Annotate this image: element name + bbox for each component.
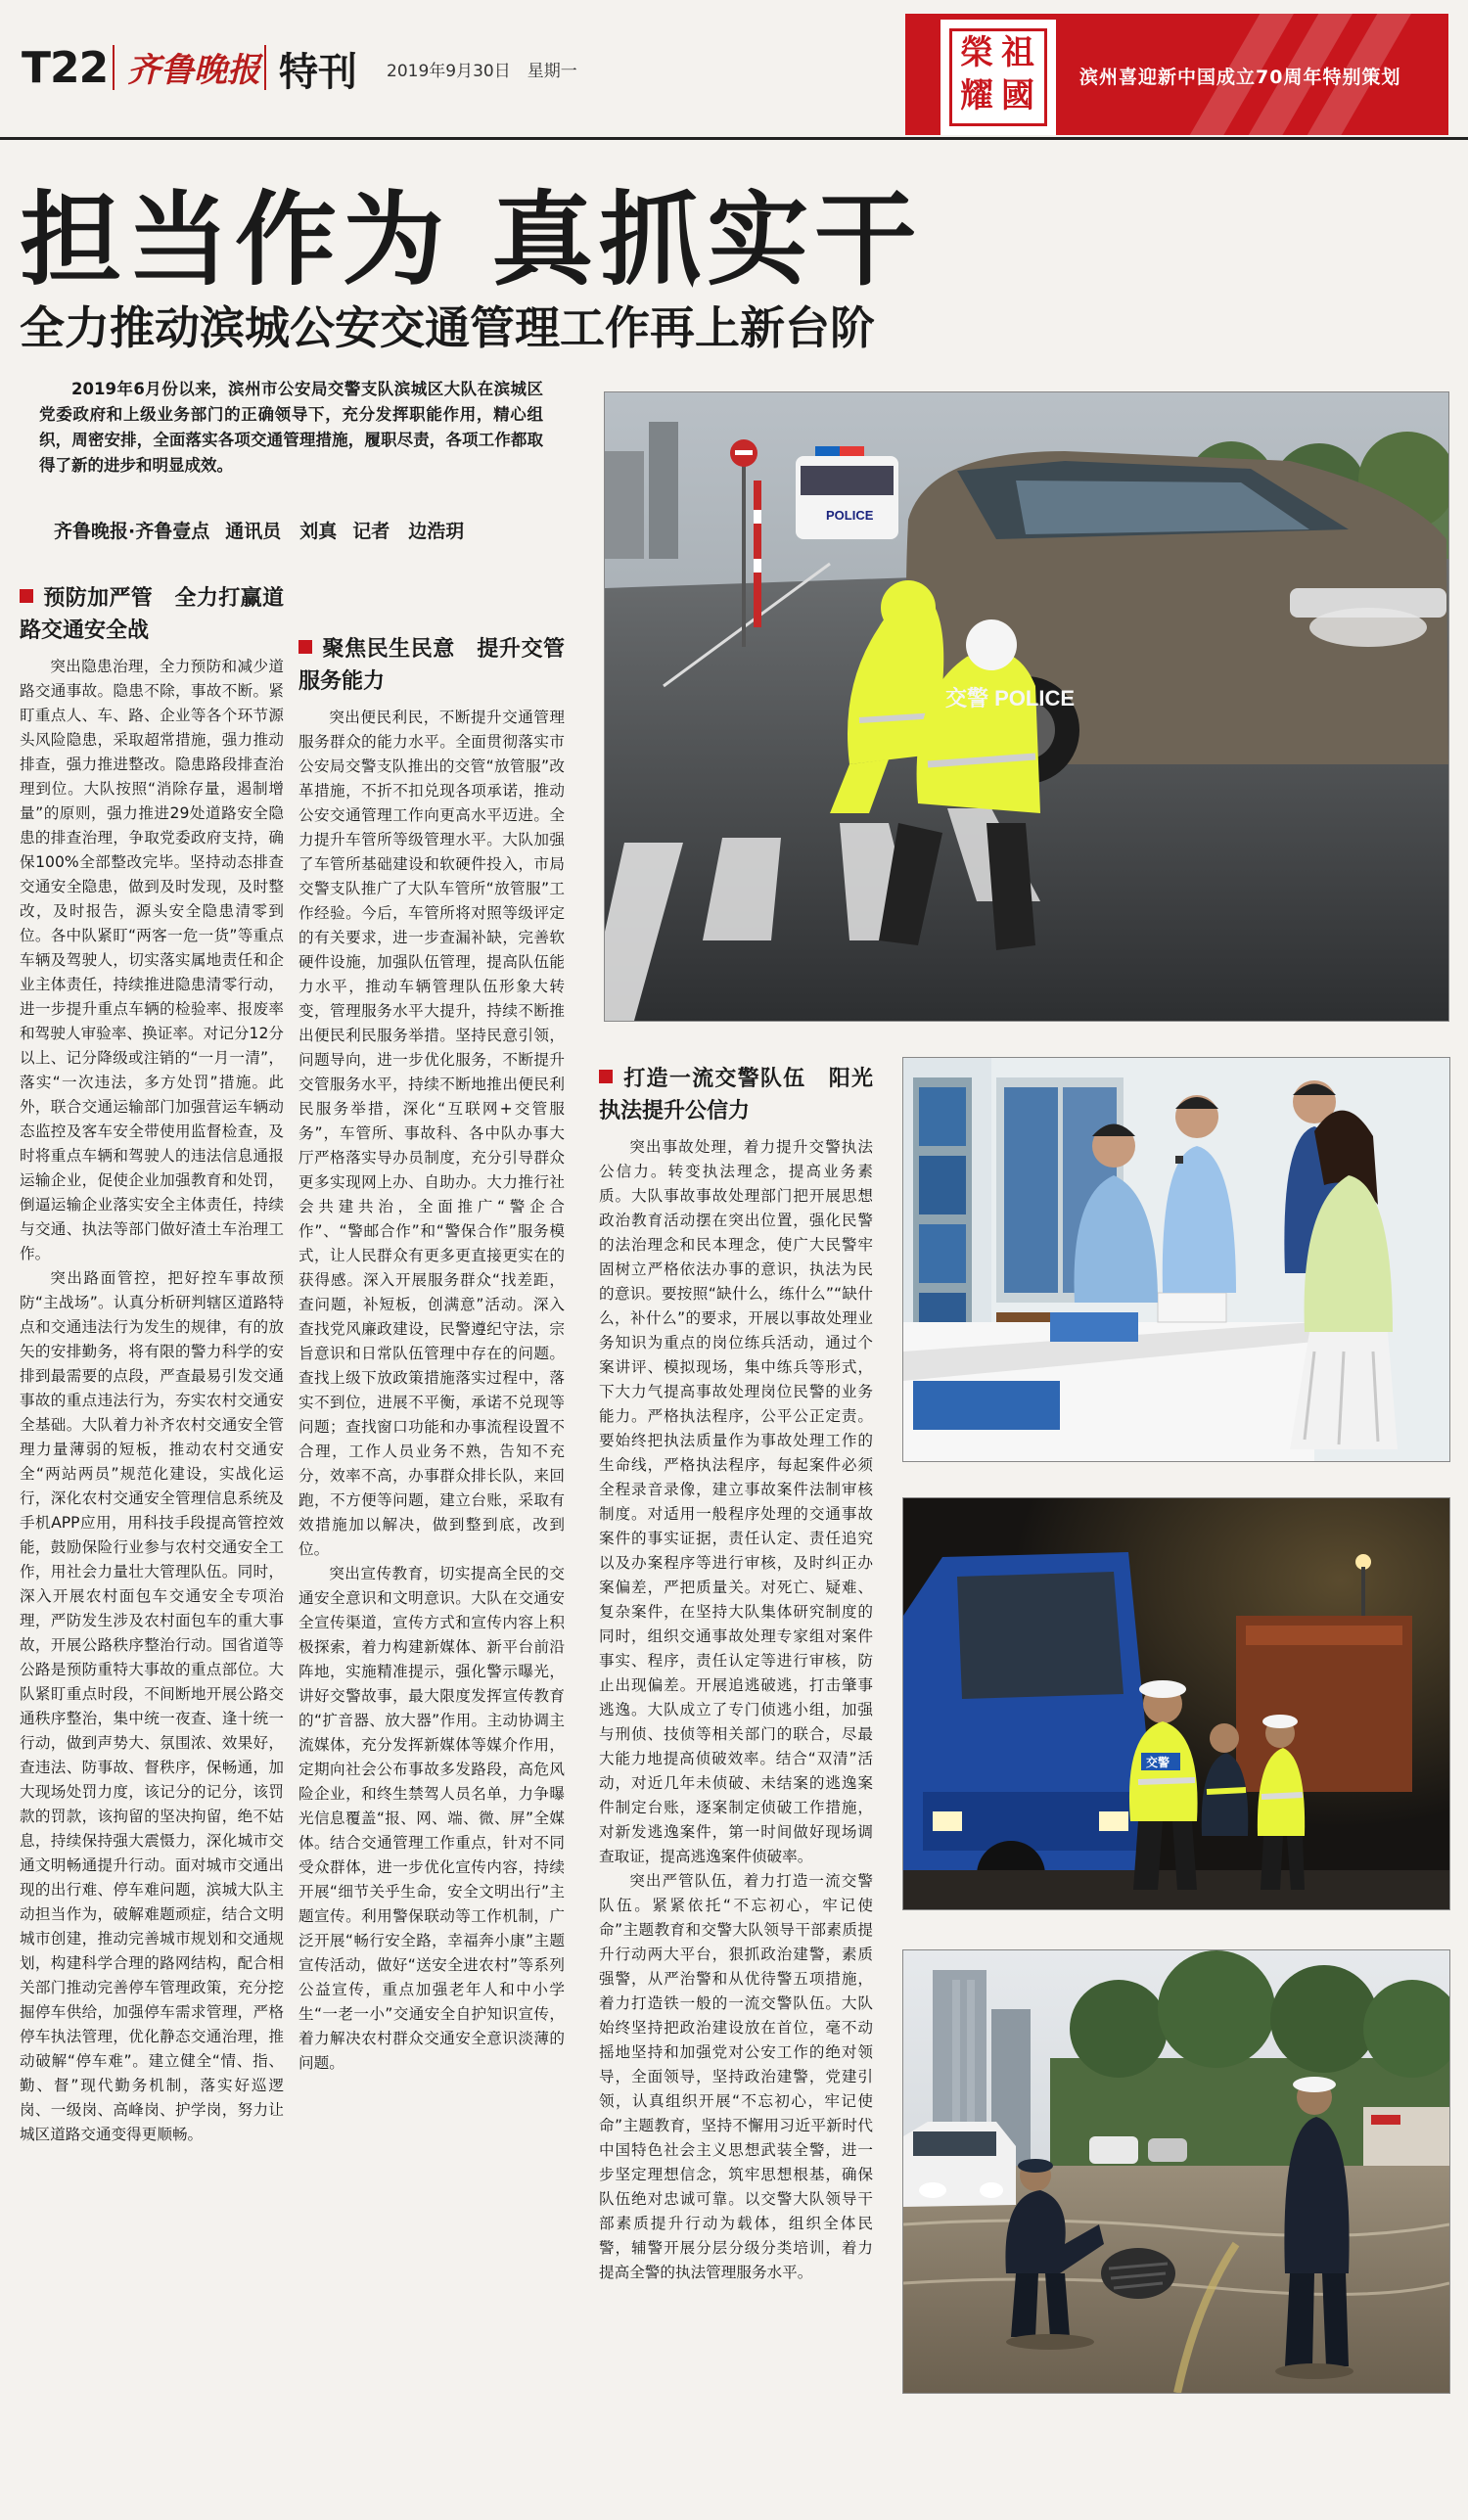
article-column-1	[20, 582, 284, 2500]
divider	[113, 45, 115, 90]
vest-label: 交警 POLICE	[945, 686, 1076, 710]
section-heading: 预防加严管 全力打赢道路交通安全战	[20, 586, 284, 643]
masthead	[0, 0, 1468, 147]
special-edition-banner	[905, 14, 1448, 135]
headline: 担当作为 真抓实干	[20, 180, 923, 299]
section-heading: 打造一流交警队伍 阳光执法提升公信力	[599, 1067, 873, 1123]
photo-flooded-street-officers	[902, 1949, 1450, 2394]
square-bullet-icon	[298, 640, 312, 654]
issue-date: 2019年9月30日 星期一	[387, 62, 577, 81]
section-heading: 聚焦民生民意 提升交管服务能力	[298, 637, 565, 694]
subheadline: 全力推动滨城公安交通管理工作再上新台阶	[20, 301, 875, 354]
paragraph: 突出隐患治理，全力预防和减少道路交通事故。隐患不除，事故不断。紧盯重点人、车、路、企业等各个环节源头风险隐患，采取超常措施，强力推动排查，强力推进整改。隐患路段排查治理到位。大队按照“消除存量，遏制增量”的原则，强力推进29处道路安全隐患的排查治理，争取党委政府支持，确保100%全部整改完毕。坚持动态排查交通安全隐患，做到及时发现，及时整改，及时报告，源头安全隐患清零到位。各中队紧盯“两客一危一货”等重点车辆及驾驶人，切实落实属地责任和企业主体责任，持续推进隐患清零行动，进一步提升重点车辆的检验率、报废率和驾驶人审验率、换证率。对记分12分以上、记分降级或注销的“一月一清”，落实“一次违法，多方处罚”措施。此外，联合交通运输部门加强营运车辆动态监控及客车安全带使用监督检查，及时将重点车辆和驾驶人的违法信息通报运输企业，促使企业加强教育和处罚，倒逼运输企业落实安全主体责任，持续与交通、执法等部门做好渣土车治理工作。	[20, 658, 284, 1262]
paragraph: 突出事故处理，着力提升交警执法公信力。转变执法理念，提高业务素质。大队事故事故处理部门把开展思想政治教育活动摆在突出位置，强化民警的法治理念和民本理念，使广大民警牢固树立严格依法办事的意识，执法为民的意识。要按照“缺什么，练什么”“缺什么，补什么”的要求，开展以事故处理业务知识为重点的岗位练兵活动，通过个案讲评、模拟现场，集中练兵等形式，下大力气提高事故处理岗位民警的业务能力。严格执法程序，公平公正定责。要始终把执法质量作为事故处理工作的生命线，严格执法程序，每起案件必须全程录音录像，建立事故案件法制审核制度。对适用一般程序处理的交通事故案件的事实证据，责任认定、责任追究以及办案程序等进行审核，及时纠正办案偏差，严把质量关。对死亡、疑难、复杂案件，在坚持大队集体研究制度的同时，组织交通事故处理专家组对案件事实、程序，责任认定等进行审核，防止出现偏差。开展追逃破逃，打击肇事逃逸。大队成立了专门侦逃小组，加强与刑侦、技侦等相关部门的联合，尽最大能力地提高侦破效率。结合“双清”活动，对近几年未侦破、未结案的逃逸案件制定台账，逐案制定侦破工作措施，对新发逃逸案件，第一时间做好现场调查取证，提高逃逸案件侦破率。	[599, 1138, 873, 1865]
article-column-2	[298, 582, 565, 2500]
square-bullet-icon	[599, 1070, 613, 1083]
paragraph: 突出严管队伍，着力打造一流交警队伍。紧紧依托“不忘初心，牢记使命”主题教育和交警大队领导干部素质提升行动两大平台，狠抓政治建警，素质强警，从严治警和从优待警五项措施，着力打造铁一般的一流交警队伍。大队始终坚持把政治建设放在首位，毫不动摇地坚持和加强党对公安工作的绝对领导，全面领导，坚持政治建警，党建引领，认真组织开展“不忘初心，牢记使命”主题教育，坚持不懈用习近平新时代中国特色社会主义思想武装全警，进一步坚定理想信念，筑牢思想根基，确保队伍绝对忠诚可靠。以交警大队领导干部素质提升行动为载体，组织全体民警，辅警开展分层分级分类培训，着力提高全警的执法管理服务水平。	[599, 1872, 873, 2281]
section-name: 特刊	[279, 50, 357, 95]
paragraph: 突出宣传教育，切实提高全民的交通安全意识和文明意识。大队在交通安全宣传渠道，宣传方式和宣传内容上积极探索，着力构建新媒体、新平台前沿阵地，实施精准提示，强化警示曝光，讲好交警故事，最大限度发挥宣传教育的“扩音器、放大器”作用。主动协调主流媒体，充分发挥新媒体等媒介作用，定期向社会公布事故多发路段，高危风险企业，和终生禁驾人员名单，力争曝光信息覆盖“报、网、端、微、屏”全媒体。结合交通管理工作重点，针对不同受众群体，进一步优化宣传内容，持续开展“细节关乎生命，安全文明出行”主题宣传。利用警保联动等工作机制，广泛开展“畅行安全路，幸福奔小康”主题宣传活动，做好“送安全进农村”等系列公益宣传，重点加强老年人和中小学生“一老一小”交通安全自护知识宣传，着力解决农村群众交通安全意识淡薄的问题。	[298, 1565, 565, 2072]
article-column-4-tail	[1179, 2427, 1448, 2515]
square-bullet-icon	[20, 589, 33, 603]
divider	[264, 45, 266, 90]
photo-night-truck-inspection	[902, 1497, 1450, 1910]
photo-officers-assisting-motorist	[604, 391, 1449, 1022]
paper-logo: 齐鲁晚报	[127, 51, 260, 90]
banner-title: 滨州喜迎新中国成立70周年特别策划	[1079, 67, 1401, 88]
seal-stamp-icon: 祖 國 榮 耀	[940, 20, 1056, 135]
byline: 齐鲁晚报·齐鲁壹点 通讯员 刘真 记者 边浩玥	[54, 521, 465, 542]
page-number: T22	[22, 43, 109, 93]
article-column-3-tail	[883, 2427, 1157, 2515]
paragraph: 突出便民利民，不断提升交通管理服务群众的能力水平。全面贯彻落实市公安局交警支队推出的交管“放管服”改革措施，不折不扣兑现各项承诺，推动公安交通管理工作向更高水平迈进。全力提升车管所等级管理水平。大队加强了车管所基础建设和软硬件投入，市局交警支队推广了大队车管所“放管服”工作经验。今后，车管所将对照等级评定的有关要求，进一步查漏补缺，完善软硬件设施，加强队伍管理，提高队伍能力水平，推动车辆管理队伍形象大转变，管理服务水平大提升，持续不断推出便民利民服务举措。坚持民意引领，问题导向，进一步优化服务，不断提升交管服务水平，持续不断地推出便民利民服务举措，深化“互联网+交管服务”，车管所、事故科、各中队办事大厅严格落实导办员制度，充分引导群众更多实现网上办、自助办。大力推行社会共建共治，全面推广“警企合作”、“警邮合作”和“警保合作”服务模式，让人民群众有更多更直接更实在的获得感。深入开展服务群众“找差距，查问题，补短板，创满意”活动。深入查找党风廉政建设，民警遵纪守法，宗旨意识和日常队伍管理中存在的问题。查找上级下放政策措施落实过程中，落实不到位，进展不平衡，承诺不兑现等问题；查找窗口功能和办事流程设置不合理，工作人员业务不熟，告知不充分，效率不高，办事群众排长队，来回跑，不方便等问题，建立台账，采取有效措施加以解决，做到整到底，改到位。	[298, 709, 565, 1558]
lead-paragraph: 2019年6月份以来，滨州市公安局交警支队滨城区大队在滨城区党委政府和上级业务部门的正确领导下，充分发挥职能作用，精心组织，周密安排，全面落实各项交通管理措施，履职尽责，各项工作都取得了新的进步和明显成效。	[39, 380, 543, 475]
article-column-3	[599, 1057, 873, 2417]
van-label: POLICE	[826, 508, 874, 523]
header-rule	[0, 137, 1468, 140]
paragraph: 突出路面管控，把好控车事故预防“主战场”。认真分析研判辖区道路特点和交通违法行为发生的规律，有的放矢的安排勤务，将有限的警力科学的安排到最需要的点段，严查最易引发交通事故的重点违法行为，夯实农村交通安全基础。大队着力补齐农村交通安全管理力量薄弱的短板，推动农村交通安全“两站两员”规范化建设，实战化运行，深化农村交通安全管理信息系统及手机APP应用，用科技手段提高管控效能，鼓励保险行业参与农村交通安全工作，用社会力量壮大管理队伍。同时，深入开展农村面包车交通安全专项治理，严防发生涉及农村面包车的重大事故，开展公路秩序整治行动。国省道等公路是预防重特大事故的重点部位。大队紧盯重点时段，不间断地开展公路交通秩序整治，集中统一夜查、逢十统一行动，做到声势大、氛围浓、效果好，查违法、防事故、督秩序，保畅通，加大现场处罚力度，该记分的记分，该罚款的罚款，该拘留的坚决拘留，绝不姑息，持续保持强大震慑力，深化城市交通文明畅通提升行动。面对城市交通出现的出行难、停车难问题，滨城大队主动担当作为，破解难题顽症，结合文明城市创建，推动完善城市规划和交通规划，构建科学合理的路网结构，配合相关部门推动完善停车管理政策，充分挖掘停车供给，加强停车需求管理，严格停车执法管理，优化静态交通治理，推动破解“停车难”。建立健全“情、指、勤、督”现代勤务机制，落实好巡逻岗、一级岗、高峰岗、护学岗，努力让城区道路交通变得更顺畅。	[20, 1269, 284, 2143]
photo-office-consultation	[902, 1057, 1450, 1462]
vest-label: 交警	[1146, 1756, 1170, 1769]
